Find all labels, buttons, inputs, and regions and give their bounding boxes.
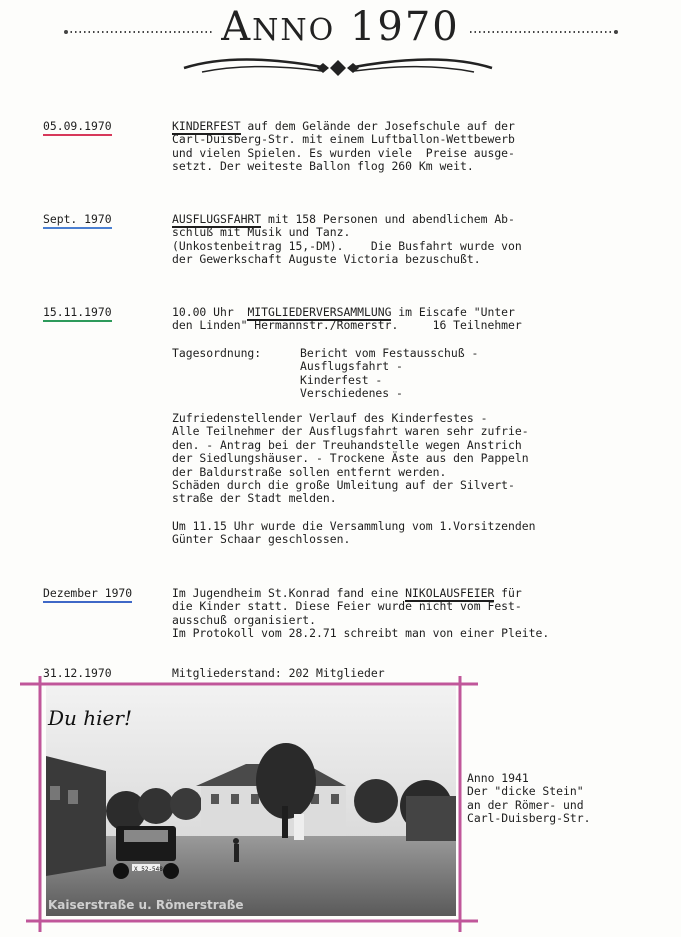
agenda-label: Tagesordnung:: [172, 346, 262, 360]
entry-3-text: [172, 306, 522, 333]
photo-caption-overlay: Kaiserstraße u. Römerstraße: [48, 898, 244, 912]
caption-line: an der Römer- und: [467, 797, 584, 812]
keyword-ausflugsfahrt: AUSFLUGSFAHRT: [172, 212, 262, 226]
date-label: 15.11.1970: [43, 305, 112, 322]
keyword-mitgliederversammlung: MITGLIEDERVERSAMMLUNG: [247, 305, 392, 319]
text-line: setzt. Der weiteste Ballon flog 260 Km weit.: [172, 159, 474, 174]
text-line: den Linden" Hermannstr./Römerstr. 16 Teilnehmer: [172, 318, 522, 333]
text-line: straße der Stadt melden.: [172, 491, 337, 506]
text-line: auf dem Gelände der Josefschule auf der: [240, 119, 515, 133]
title-year: 1970: [349, 4, 460, 50]
text-line: der Gewerkschaft Auguste Victoria bezuschußt.: [172, 252, 481, 267]
historic-photo: [46, 686, 456, 916]
time-text: 10.00 Uhr: [172, 305, 248, 319]
flourish-ornament: [182, 52, 494, 82]
entry-4-text: [172, 587, 549, 641]
date-label: Dezember 1970: [43, 586, 132, 603]
agenda-item: Kinderfest -: [300, 372, 383, 387]
license-plate: X 52-548: [134, 866, 163, 873]
date-entry-2: [43, 213, 112, 226]
date-entry-1: [43, 120, 112, 133]
caption-line: Carl-Duisberg-Str.: [467, 811, 591, 826]
keyword-nikolausfeier: NIKOLAUSFEIER: [405, 586, 495, 600]
agenda-item: Ausflugsfahrt -: [300, 359, 403, 374]
entry-2-text: [172, 213, 522, 267]
entry-1-text: [172, 120, 515, 174]
text-line: der Siedlungshäuser. - Trockene Äste aus den Pappeln: [172, 451, 529, 466]
caption-line: Der "dicke Stein": [467, 784, 584, 799]
text-line: der Baldurstraße sollen entfernt werden.: [172, 464, 447, 479]
text-line: Alle Teilnehmer der Ausflugsfahrt waren sehr zufrie-: [172, 424, 529, 439]
keyword-kinderfest: KINDERFEST: [172, 119, 241, 133]
text-line: und vielen Spielen. Es wurden viele Preise ausge-: [172, 145, 515, 160]
photo-caption: [467, 772, 590, 826]
right-dotted-ornament: [468, 29, 618, 35]
left-dotted-ornament: [64, 29, 214, 35]
text-line: Im Protokoll vom 28.2.71 schreibt man von einer Pleite.: [172, 626, 550, 641]
handwritten-note: Du hier!: [48, 706, 132, 730]
text-line: mit 158 Personen und abendlichem Ab-: [261, 212, 515, 226]
text-line: Zufriedenstellender Verlauf des Kinderfestes -: [172, 411, 488, 425]
date-entry-4: [43, 587, 132, 600]
agenda-item: Verschiedenes -: [300, 386, 403, 401]
title-initial: A: [221, 4, 253, 50]
text-line: Carl-Duisberg-Str. mit einem Luftballon-Wettbewerb: [172, 132, 515, 147]
text-line: für: [494, 586, 522, 600]
title-small-caps: NNO: [252, 13, 336, 48]
text-line: Günter Schaar geschlossen.: [172, 532, 351, 547]
meeting-body: [172, 412, 529, 506]
text-line: die Kinder statt. Diese Feier wurde nicht vom Fest-: [172, 599, 522, 614]
text-line: Im Jugendheim St.Konrad fand eine: [172, 586, 406, 600]
text-line: ausschuß organisiert.: [172, 612, 317, 627]
text-line: Um 11.15 Uhr wurde die Versammlung vom 1.Vorsitzenden: [172, 519, 536, 533]
text-line: (Unkostenbeitrag 15,-DM). Die Busfahrt wurde von: [172, 238, 522, 253]
agenda-item: Bericht vom Festausschuß -: [300, 346, 479, 360]
date-entry-5: 31.12.1970: [43, 666, 112, 680]
text-line: Schäden durch die große Umleitung auf der Silvert-: [172, 478, 515, 493]
text-line: den. - Antrag bei der Treuhandstelle wegen Anstrich: [172, 437, 522, 452]
page-title: [0, 4, 681, 50]
agenda-list: [300, 347, 478, 401]
date-entry-3: [43, 306, 112, 319]
member-count: Mitgliederstand: 202 Mitglieder: [172, 666, 385, 680]
date-label: 05.09.1970: [43, 119, 112, 136]
caption-line: Anno 1941: [467, 771, 529, 785]
text-line: im Eiscafe "Unter: [391, 305, 515, 319]
date-label: Sept. 1970: [43, 212, 112, 229]
meeting-closing: [172, 520, 535, 547]
text-line: schluß mit Musik und Tanz.: [172, 225, 351, 240]
